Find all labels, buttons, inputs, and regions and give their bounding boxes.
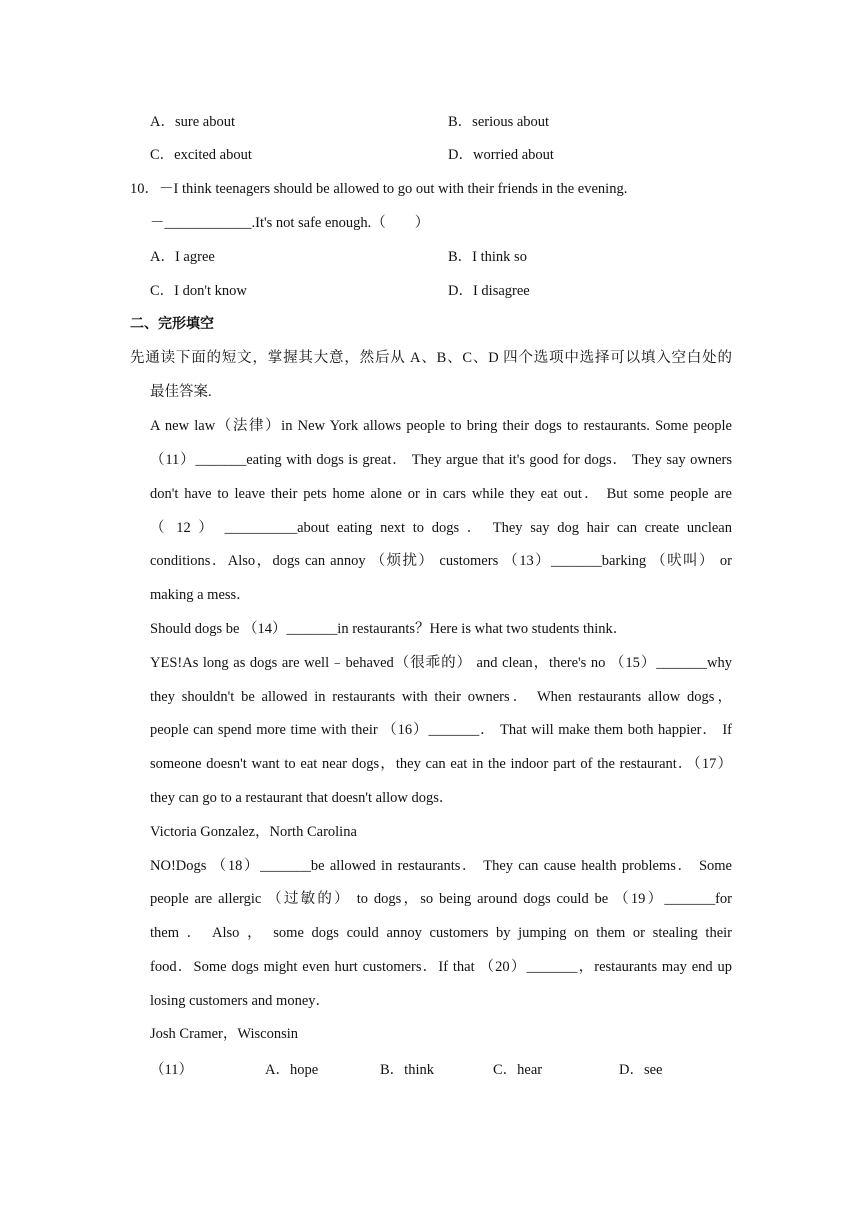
author-signature: Josh Cramer，Wisconsin bbox=[150, 1026, 299, 1042]
question-10-reply: －____________.It's not safe enough.（ ） bbox=[150, 215, 430, 231]
option-c[interactable]: C．excited about bbox=[150, 147, 252, 163]
passage-line: A new law（法律）in New York allows people to bring their dogs to restaurants. Some people bbox=[150, 418, 732, 434]
option-c[interactable]: C．hear bbox=[493, 1062, 543, 1078]
passage-line: they shouldn't be allowed in restaurants with their owners． When restaurants allow dogs， bbox=[150, 689, 732, 705]
passage-line: people can spend more time with their （16）_______． That will make them both happier． If bbox=[150, 722, 732, 738]
passage-line: food．Some dogs might even hurt customers．If that （20）_______，restaurants may end up bbox=[150, 959, 732, 975]
passage-line: making a mess． bbox=[150, 587, 251, 603]
question-11-number: （11） bbox=[150, 1062, 193, 1078]
section-heading: 二、完形填空 bbox=[130, 316, 214, 332]
option-b[interactable]: B．I think so bbox=[448, 249, 527, 265]
section-instruction-cont: 最佳答案. bbox=[150, 384, 212, 400]
option-d[interactable]: D．see bbox=[619, 1062, 663, 1078]
option-d[interactable]: D．I disagree bbox=[448, 283, 530, 299]
passage-line: someone doesn't want to eat near dogs，they can eat in the indoor part of the restaurant．（17） bbox=[150, 756, 732, 772]
option-b[interactable]: B．serious about bbox=[448, 114, 550, 130]
passage-line: don't have to leave their pets home alone or in cars while they eat out． But some people are bbox=[150, 486, 732, 502]
passage-line: people are allergic （过敏的） to dogs，so being around dogs could be （19）_______for bbox=[150, 891, 732, 907]
passage-line: NO!Dogs （18）_______be allowed in restaurants． They can cause health problems． Some bbox=[150, 858, 732, 874]
option-a[interactable]: A．sure about bbox=[150, 114, 235, 130]
question-10-stem: 10．－I think teenagers should be allowed to go out with their friends in the evening. bbox=[130, 181, 628, 197]
passage-line: them ． Also ， some dogs could annoy customers by jumping on them or stealing their bbox=[150, 925, 732, 941]
option-b[interactable]: B．think bbox=[380, 1062, 434, 1078]
option-d[interactable]: D．worried about bbox=[448, 147, 554, 163]
passage-line: YES!As long as dogs are well﹣behaved（很乖的） and clean，there's no （15）_______why bbox=[150, 655, 732, 671]
passage-line: they can go to a restaurant that doesn't allow dogs． bbox=[150, 790, 454, 806]
section-instruction: 先通读下面的短文，掌握其大意，然后从 A、B、C、D 四个选项中选择可以填入空白处的 bbox=[130, 350, 732, 366]
option-a[interactable]: A．I agree bbox=[150, 249, 215, 265]
passage-line: Should dogs be （14）_______in restaurants？Here is what two students think． bbox=[150, 621, 628, 637]
passage-line: conditions．Also，dogs can annoy （烦扰） customers （13）_______barking （吠叫） or bbox=[150, 553, 732, 569]
author-signature: Victoria Gonzalez，North Carolina bbox=[150, 824, 357, 840]
passage-line: （11）_______eating with dogs is great． They argue that it's good for dogs． They say owners bbox=[150, 452, 732, 468]
option-c[interactable]: C．I don't know bbox=[150, 283, 247, 299]
option-a[interactable]: A．hope bbox=[265, 1062, 319, 1078]
passage-line: （ 12 ） __________about eating next to dogs ． They say dog hair can create unclean bbox=[150, 520, 732, 536]
passage-line: losing customers and money． bbox=[150, 993, 331, 1009]
